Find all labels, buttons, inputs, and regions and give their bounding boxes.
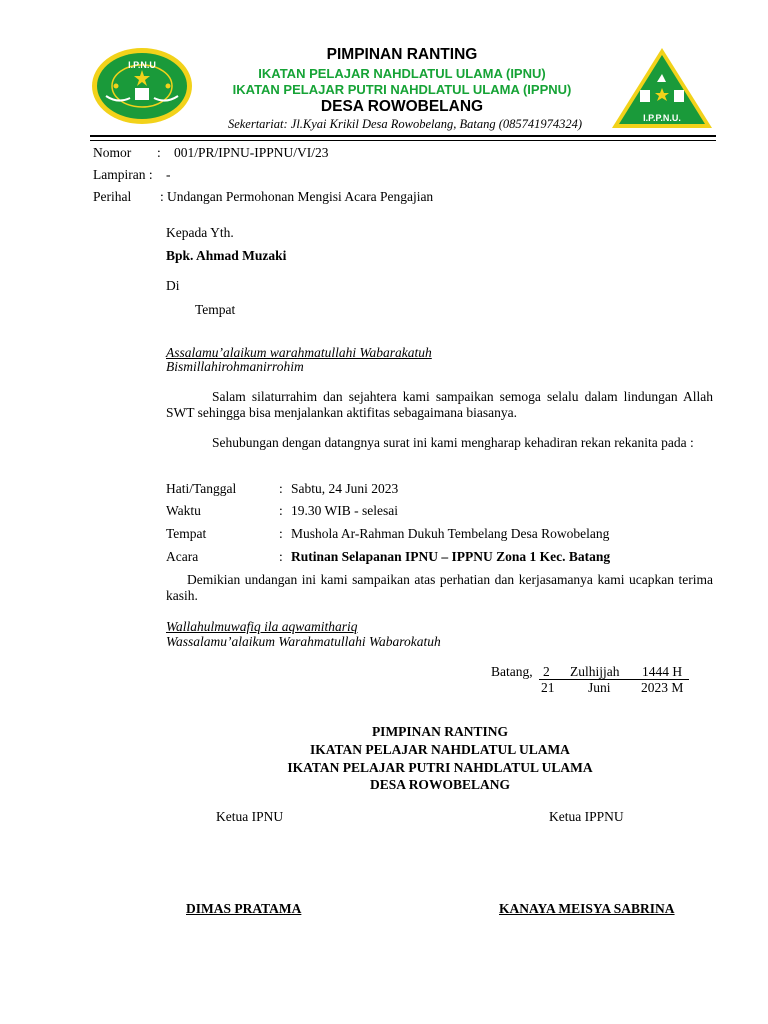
detail-time-label: Waktu: [166, 503, 201, 518]
salam-open: Assalamu’alaikum warahmatullahi Wabarakatuh: [166, 345, 432, 360]
perihal-sep: :: [160, 189, 164, 204]
letterhead-secretariat: Sekertariat: Jl.Kyai Krikil Desa Rowobelang, Batang (085741974324): [227, 117, 583, 131]
letterhead-org-ippnu: IKATAN PELAJAR PUTRI NAHDLATUL ULAMA (IPPNU): [232, 82, 572, 97]
recipient-name: Bpk. Ahmad Muzaki: [166, 248, 287, 263]
perihal-value: Undangan Permohonan Mengisi Acara Pengajian: [167, 189, 434, 204]
nomor-sep: :: [157, 145, 161, 160]
detail-event-label: Acara: [166, 549, 199, 564]
ippnu-logo-text: I.P.P.N.U.: [643, 113, 681, 123]
signature-org-ipnu: IKATAN PELAJAR NAHDLATUL ULAMA: [310, 742, 570, 757]
lampiran-value: -: [166, 167, 171, 182]
paragraph-invitation: Sehubungan dengan datangnya surat ini kami mengharap kehadiran rekan rekanita pada :: [212, 435, 694, 450]
detail-event-value: Rutinan Selapanan IPNU – IPPNU Zona 1 Kec. Batang: [291, 549, 611, 564]
letterhead-rule-thick: [90, 135, 716, 137]
date-city: Batang,: [491, 664, 533, 679]
paragraph-closing: Demikian undangan ini kami sampaikan atas perhatian dan kerjasamanya kami ucapkan terima kasih.: [166, 572, 713, 603]
signature-right-name: KANAYA MEISYA SABRINA: [499, 901, 675, 916]
detail-time-value: 19.30 WIB - selesai: [291, 503, 398, 518]
letterhead-rule-thin: [90, 140, 716, 141]
signature-org-ippnu: IKATAN PELAJAR PUTRI NAHDLATUL ULAMA: [287, 760, 593, 775]
letterhead-org-level: PIMPINAN RANTING: [326, 46, 478, 63]
closing-prayer: Wallahulmuwafiq ila aqwamithariq: [166, 619, 358, 634]
paragraph-greeting: Salam silaturrahim dan sejahtera kami sampaikan semoga selalu dalam lindungan Allah SWT sehingga bisa menjalankan aktifitas sebagaimana biasanya.: [166, 389, 713, 420]
recipient-tempat: Tempat: [195, 302, 236, 317]
date-masehi-year: 2023 M: [641, 680, 684, 695]
detail-time-sep: :: [279, 503, 283, 518]
lampiran-label: Lampiran :: [93, 167, 153, 182]
date-hijri-day: 2: [543, 664, 550, 679]
recipient-di: Di: [166, 278, 180, 293]
recipient-kepada: Kepada Yth.: [166, 225, 234, 240]
detail-event-sep: :: [279, 549, 283, 564]
basmalah: Bismillahirohmanirrohim: [166, 359, 304, 374]
detail-place-value: Mushola Ar-Rahman Dukuh Tembelang Desa Rowobelang: [291, 526, 610, 541]
perihal-label: Perihal: [93, 189, 132, 204]
ippnu-logo: [610, 46, 714, 130]
signature-left-name: DIMAS PRATAMA: [186, 901, 302, 916]
signature-right-title: Ketua IPPNU: [549, 809, 624, 824]
date-hijri-month: Zulhijjah: [570, 664, 620, 679]
nomor-value: 001/PR/IPNU-IPPNU/VI/23: [174, 145, 329, 160]
ipnu-logo-text: I.P.N.U: [128, 60, 156, 70]
nomor-label: Nomor: [93, 145, 132, 160]
letterhead-village: DESA ROWOBELANG: [320, 98, 484, 115]
letterhead-org-ipnu: IKATAN PELAJAR NAHDLATUL ULAMA (IPNU): [258, 66, 546, 81]
detail-place-sep: :: [279, 526, 283, 541]
detail-date-value: Sabtu, 24 Juni 2023: [291, 481, 399, 496]
detail-place-label: Tempat: [166, 526, 207, 541]
signature-village: DESA ROWOBELANG: [370, 777, 510, 792]
date-hijri-year: 1444 H: [642, 664, 683, 679]
detail-date-sep: :: [279, 481, 283, 496]
ipnu-logo: [90, 46, 194, 126]
date-masehi-day: 21: [541, 680, 555, 695]
signature-left-title: Ketua IPNU: [216, 809, 284, 824]
detail-date-label: Hati/Tanggal: [166, 481, 237, 496]
date-masehi-month: Juni: [588, 680, 611, 695]
signature-org-level: PIMPINAN RANTING: [371, 724, 509, 739]
closing-salam: Wassalamu’alaikum Warahmatullahi Wabarokatuh: [166, 634, 441, 649]
